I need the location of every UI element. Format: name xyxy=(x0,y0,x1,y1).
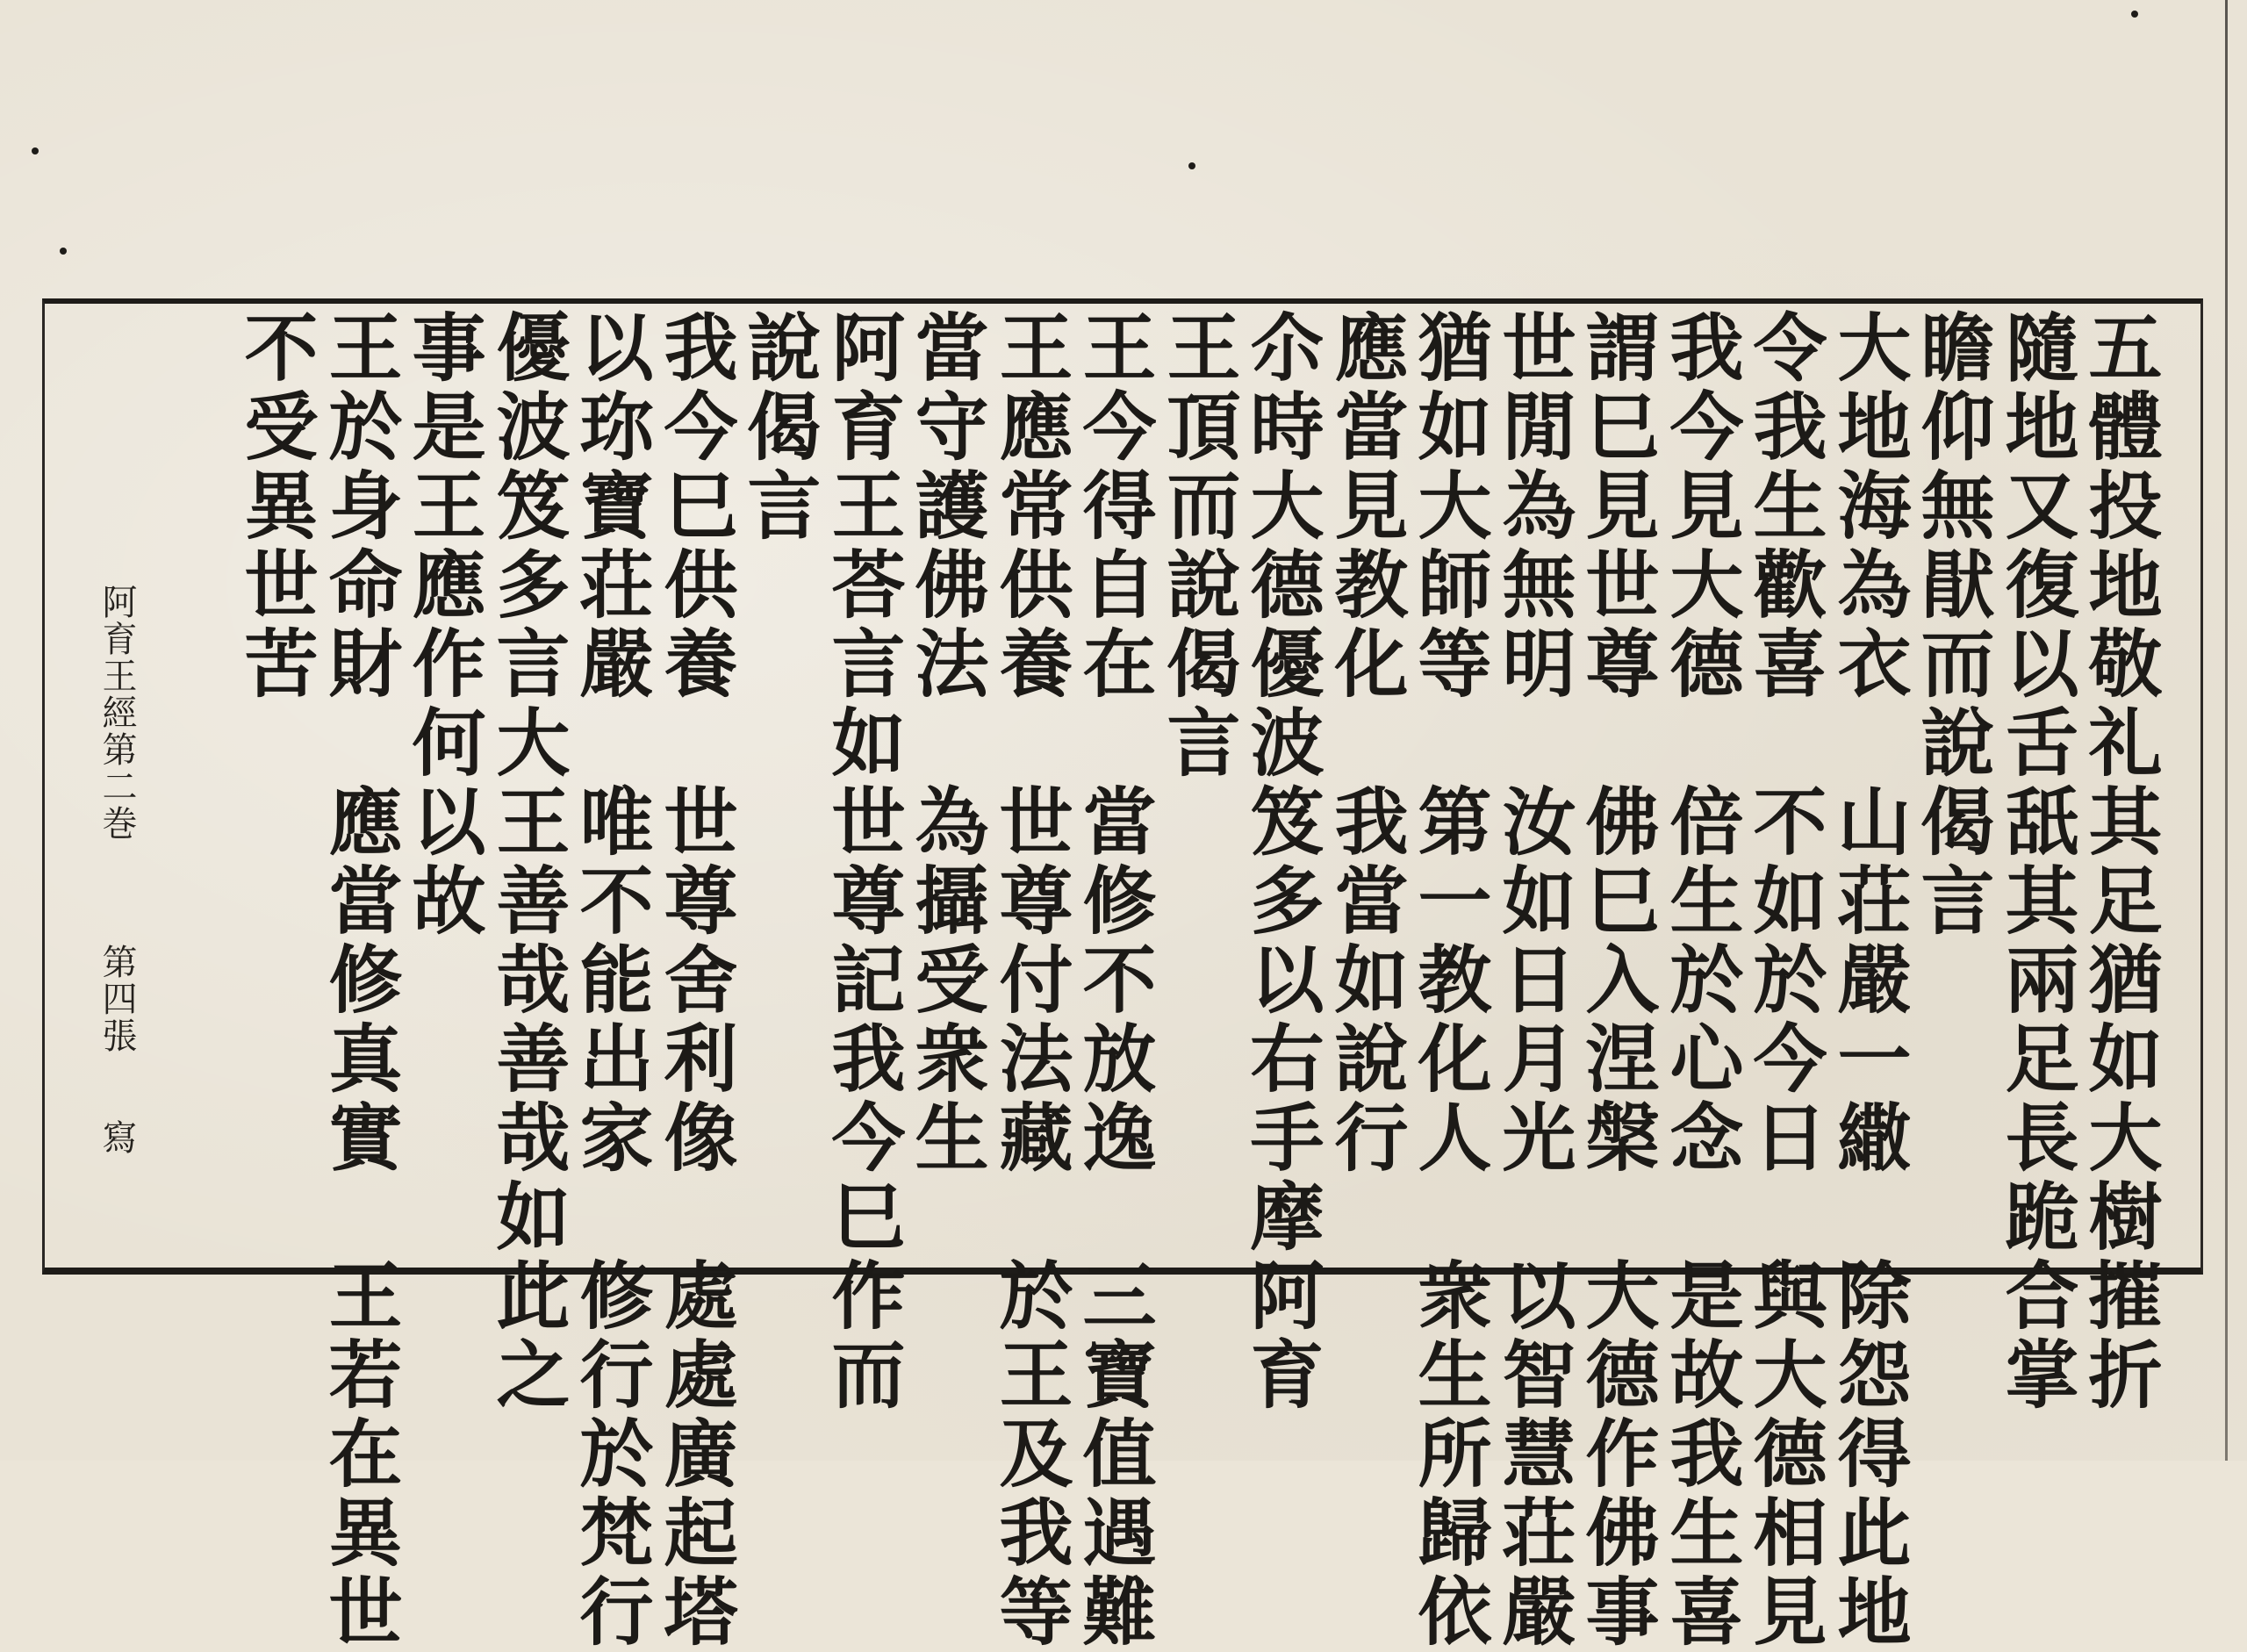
text-column: 尒時大德優波笈多以右手摩阿育 xyxy=(1238,309,1325,1415)
text-column: 阿育王荅言如世尊記我今巳作而 xyxy=(820,309,907,1415)
ink-speck xyxy=(32,147,39,154)
fold-edge-line xyxy=(2225,0,2228,1461)
scribe-mark: 寫 xyxy=(97,1119,137,1156)
text-column: 王頂而說偈言 xyxy=(1155,309,1242,783)
text-column: 我今見大德 倍生於心念 是故我生喜 xyxy=(1658,309,1745,1652)
text-column: 五體投地敬礼其足猶如大樹摧折 xyxy=(2077,309,2164,1415)
text-column: 應當見教化 我當如說行 xyxy=(1323,309,1410,1178)
sutra-title: 阿育王經第二巻 xyxy=(97,584,137,842)
text-column: 王於身命財 應當修真實 王若在異世 xyxy=(317,309,404,1652)
text-column: 說偈言 xyxy=(736,309,822,546)
text-column: 世閒為無明 汝如日月光 以智慧荘嚴 xyxy=(1490,309,1577,1652)
ink-speck xyxy=(2131,11,2138,18)
text-column: 隨地又復以舌舐其兩足長跪合掌 xyxy=(1993,309,2080,1415)
text-column: 不受異世苦 xyxy=(233,309,319,704)
text-column: 優波笈多言大王善哉善哉如此之 xyxy=(485,309,571,1415)
ink-speck xyxy=(60,248,67,255)
text-column: 令我生歡喜 不如於今日 與大德相見 xyxy=(1741,309,1828,1652)
text-column: 王應常供養 世尊付法藏 於王及我等 xyxy=(987,309,1074,1652)
text-column: 我今巳供養 世尊舍利像 處處廣起塔 xyxy=(652,309,739,1652)
text-column: 大地海為衣 山荘嚴一繖 除怨得此地 xyxy=(1826,309,1913,1652)
text-column: 事是王應作何以故 xyxy=(400,309,487,941)
text-column: 以珎寶荘嚴 唯不能出家 修行於梵行 xyxy=(568,309,655,1652)
text-column: 猶如大師等 第一教化人 衆生所歸依 xyxy=(1406,309,1493,1652)
text-column: 謂巳見世尊 佛巳入涅槃 大德作佛事 xyxy=(1574,309,1661,1652)
ink-speck xyxy=(1188,162,1195,169)
sheet-number: 第四張 xyxy=(97,944,137,1054)
text-column: 當守護佛法 為攝受衆生 xyxy=(903,309,990,1178)
text-column: 王今得自在 當修不放逸 三寶值遇難 xyxy=(1071,309,1158,1652)
text-column: 瞻仰無猒而說偈言 xyxy=(1909,309,1996,941)
